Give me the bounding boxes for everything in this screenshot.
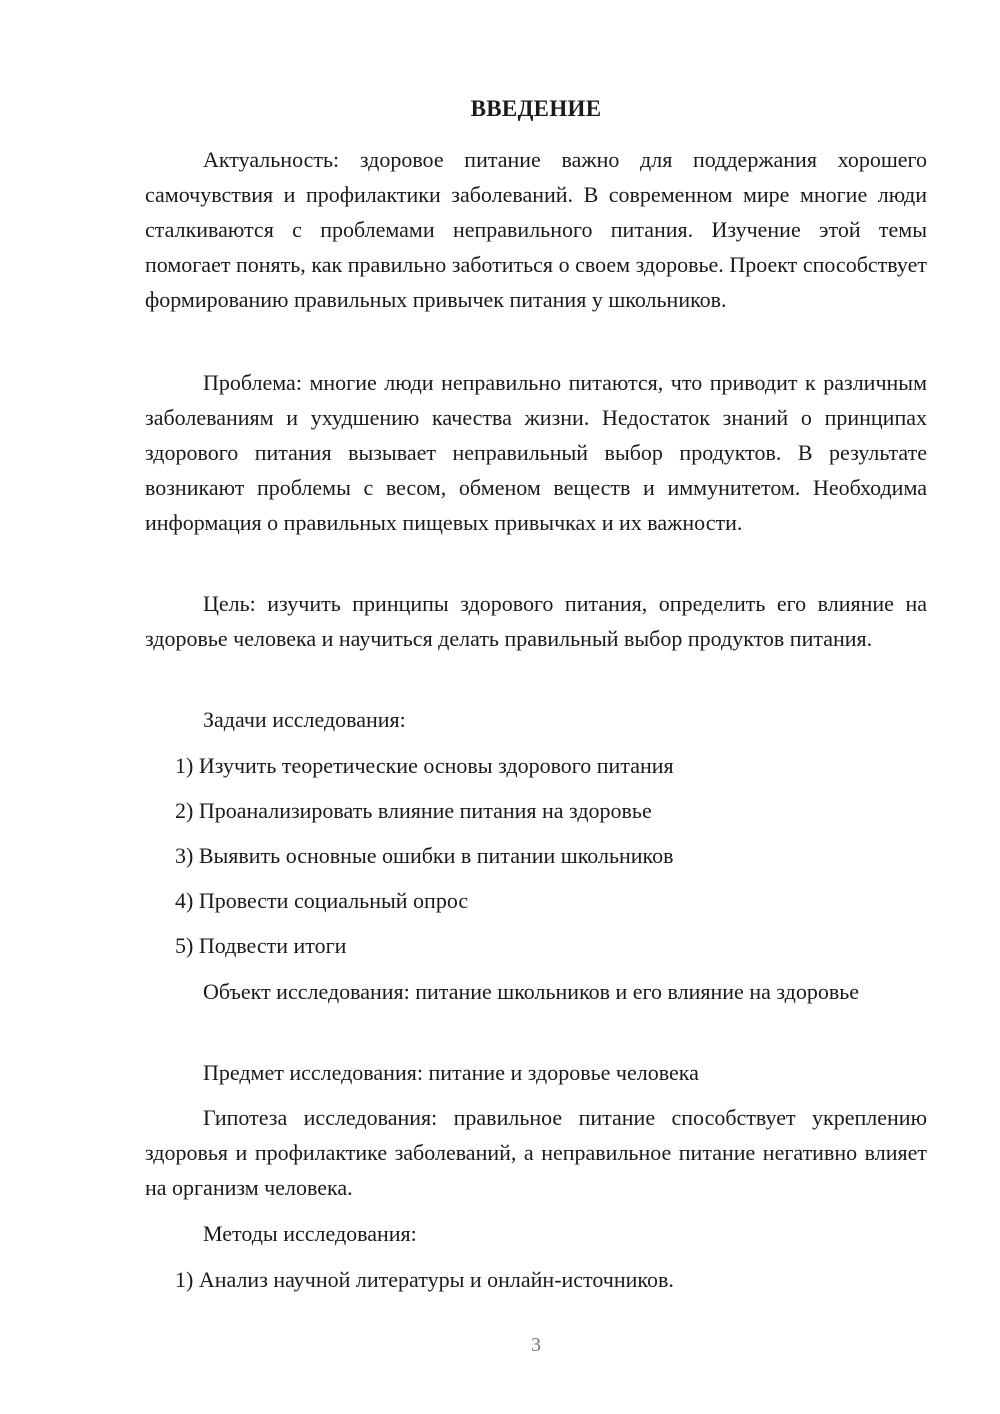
task-item-3: 3) Выявить основные ошибки в питании школьников xyxy=(175,843,674,868)
object-paragraph: Объект исследования: питание школьников и его влияние на здоровье xyxy=(203,979,860,1004)
subject-line: Предмет исследования: питание и здоровье человека xyxy=(203,1060,699,1085)
task-item-4: 4) Провести социальный опрос xyxy=(175,888,469,913)
relevance-paragraph: Актуальность: здоровое питание важно для поддержания хорошего самочувствия и профилактики заболеваний. В современном мире многие люди сталкиваются с проблемами неправильного питания. Изучение этой темы помогает понять, как правильно заботиться о своем здоровье. Проект способствует формированию правильных привычек питания у школьников. xyxy=(145,147,927,312)
tasks-title: Задачи исследования: xyxy=(203,707,406,732)
page-title: ВВЕДЕНИЕ xyxy=(470,96,602,121)
goal-paragraph: Цель: изучить принципы здорового питания, определить его влияние на здоровье человека и научиться делать правильный выбор продуктов питания. xyxy=(145,591,927,651)
task-item-5: 5) Подвести итоги xyxy=(175,933,347,958)
methods-title: Методы исследования: xyxy=(203,1221,417,1246)
page-number: 3 xyxy=(531,1334,541,1356)
hypothesis-paragraph: Гипотеза исследования: правильное питание способствует укреплению здоровья и профилактике заболеваний, а неправильное питание негативно влияет на организм человека. xyxy=(145,1105,927,1200)
problem-paragraph: Проблема: многие люди неправильно питаются, что приводит к различным заболеваниям и ухудшению качества жизни. Недостаток знаний о принципах здорового питания вызывает неправильный выбор продуктов. В результате возникают проблемы с весом, обменом веществ и иммунитетом. Необходима информация о правильных пищевых привычках и их важности. xyxy=(145,370,927,535)
task-item-2: 2) Проанализировать влияние питания на здоровье xyxy=(175,798,652,823)
method-item-1: 1) Анализ научной литературы и онлайн-источников. xyxy=(175,1267,674,1292)
task-item-1: 1) Изучить теоретические основы здорового питания xyxy=(175,753,674,778)
